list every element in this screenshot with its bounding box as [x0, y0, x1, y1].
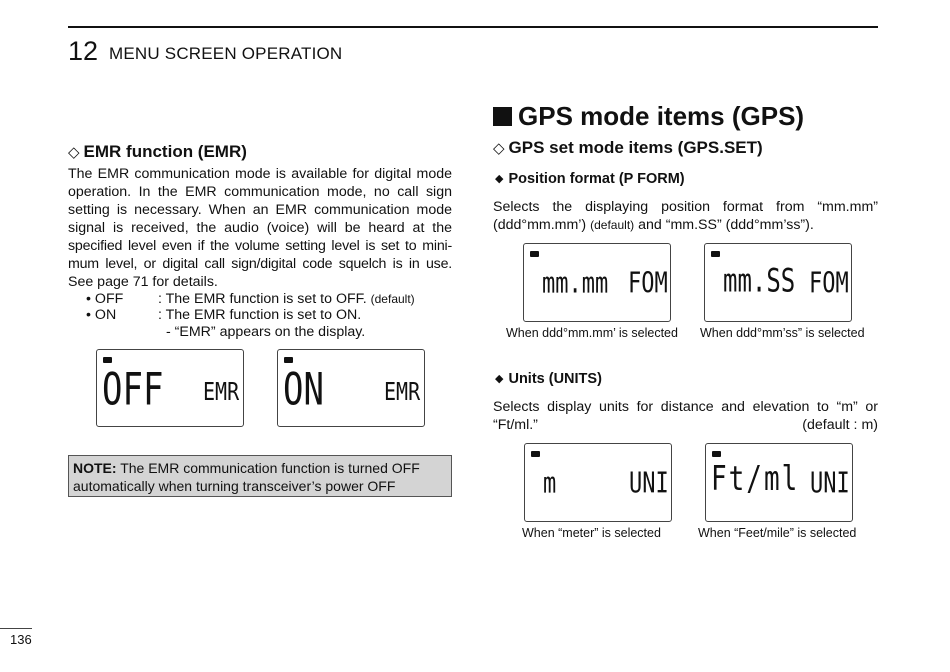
lcd-caption: When ddd°mm’ss” is selected: [700, 326, 865, 340]
section-title: [493, 101, 804, 131]
lcd-indicator-icon: [531, 451, 540, 457]
page-number: 136: [10, 632, 32, 647]
note-label: NOTE:: [73, 460, 117, 476]
lcd-caption: When “Feet/mile” is selected: [698, 526, 857, 540]
note-box: [68, 455, 452, 497]
option-on-bullet: • ON: [86, 307, 117, 323]
page-number-rule: [0, 628, 32, 629]
emr-heading: [68, 142, 247, 163]
emr-line: specified level even if the volume setting level is set to mini-: [68, 238, 452, 254]
header-rule: [68, 26, 878, 28]
units-line: [493, 416, 878, 434]
gps-set-heading: [493, 138, 763, 159]
emr-line: See page 71 for details.: [68, 274, 218, 290]
pform-description: [493, 198, 878, 234]
option-off-desc: : The EMR function is set to OFF.: [158, 291, 367, 307]
gps-set-heading-text: GPS set mode items (GPS.SET): [508, 138, 763, 157]
diamond-bullet-icon: ◆: [495, 373, 504, 385]
default-tag: (default): [370, 292, 415, 306]
diamond-outline-icon: ◇: [493, 140, 505, 157]
lcd-caption: When “meter” is selected: [522, 526, 661, 540]
units-description: [493, 398, 878, 434]
chapter-title: MENU SCREEN OPERATION: [109, 44, 343, 63]
lcd-indicator-icon: [530, 251, 539, 257]
lcd-display-feet-mile: [705, 443, 853, 522]
lcd-main-text: mm.SS: [723, 262, 796, 300]
lcd-tag-text: UNI: [810, 468, 850, 501]
lcd-display-mm-mm: [523, 243, 671, 322]
emr-description: [68, 165, 452, 291]
emr-line: setting is necessary. When an EMR communication mode: [68, 202, 452, 218]
option-on-text: : The EMR function is set to ON.: [158, 307, 362, 323]
black-square-icon: [493, 107, 512, 126]
lcd-indicator-icon: [284, 357, 293, 363]
units-line-part: “Ft/ml.”: [493, 417, 538, 433]
emr-line: operation. In the EMR communication mode, no call sign: [68, 184, 452, 200]
lcd-tag-text: EMR: [384, 376, 421, 406]
lcd-tag-text: EMR: [203, 376, 240, 406]
option-on-note: - “EMR” appears on the display.: [166, 324, 366, 340]
pform-line: [493, 216, 878, 234]
units-heading: [495, 370, 602, 388]
lcd-tag-text: FOM: [628, 268, 668, 301]
note-text: The EMR communication function is turned OFF automatically when turning transceiver’s power OFF: [73, 460, 420, 494]
lcd-main-text: OFF: [102, 364, 164, 416]
units-line: Selects display units for distance and elevation to “m” or: [493, 399, 878, 415]
pform-line-part: and “mm.SS” (ddd°mm’ss”).: [638, 217, 814, 233]
diamond-outline-icon: ◇: [68, 144, 80, 161]
section-title-text: GPS mode items (GPS): [518, 101, 805, 131]
units-default: (default : m): [802, 417, 878, 433]
lcd-indicator-icon: [103, 357, 112, 363]
lcd-display-mm-ss: [704, 243, 852, 322]
lcd-main-text: mm.mm: [542, 268, 609, 301]
lcd-caption: When ddd°mm.mm’ is selected: [506, 326, 678, 340]
lcd-main-text: ON: [283, 364, 324, 416]
default-tag: (default): [590, 218, 635, 232]
pform-heading: [495, 170, 685, 188]
pform-heading-text: Position format (P FORM): [508, 171, 685, 187]
lcd-tag-text: UNI: [629, 468, 669, 501]
lcd-main-text: m: [543, 468, 557, 501]
pform-line-part: (ddd°mm.mm’): [493, 217, 587, 233]
lcd-display-meter: [524, 443, 672, 522]
emr-line: mum level, or digital call sign/digital code squelch is in use.: [68, 256, 452, 272]
emr-line: The EMR communication mode is available for digital mode: [68, 166, 452, 182]
pform-line: Selects the displaying position format from “mm.mm”: [493, 199, 878, 215]
emr-line: signal is received, the audio (voice) will be heard at the: [68, 220, 452, 236]
units-heading-text: Units (UNITS): [508, 371, 602, 387]
lcd-display-on: [277, 349, 425, 427]
emr-heading-text: EMR function (EMR): [83, 142, 247, 161]
option-off-bullet: • OFF: [86, 291, 124, 307]
chapter-number: 12: [68, 36, 99, 66]
lcd-display-off: [96, 349, 244, 427]
lcd-indicator-icon: [712, 451, 721, 457]
lcd-indicator-icon: [711, 251, 720, 257]
diamond-bullet-icon: ◆: [495, 173, 504, 185]
lcd-tag-text: FOM: [809, 268, 849, 301]
lcd-main-text: Ft/ml: [711, 460, 800, 499]
